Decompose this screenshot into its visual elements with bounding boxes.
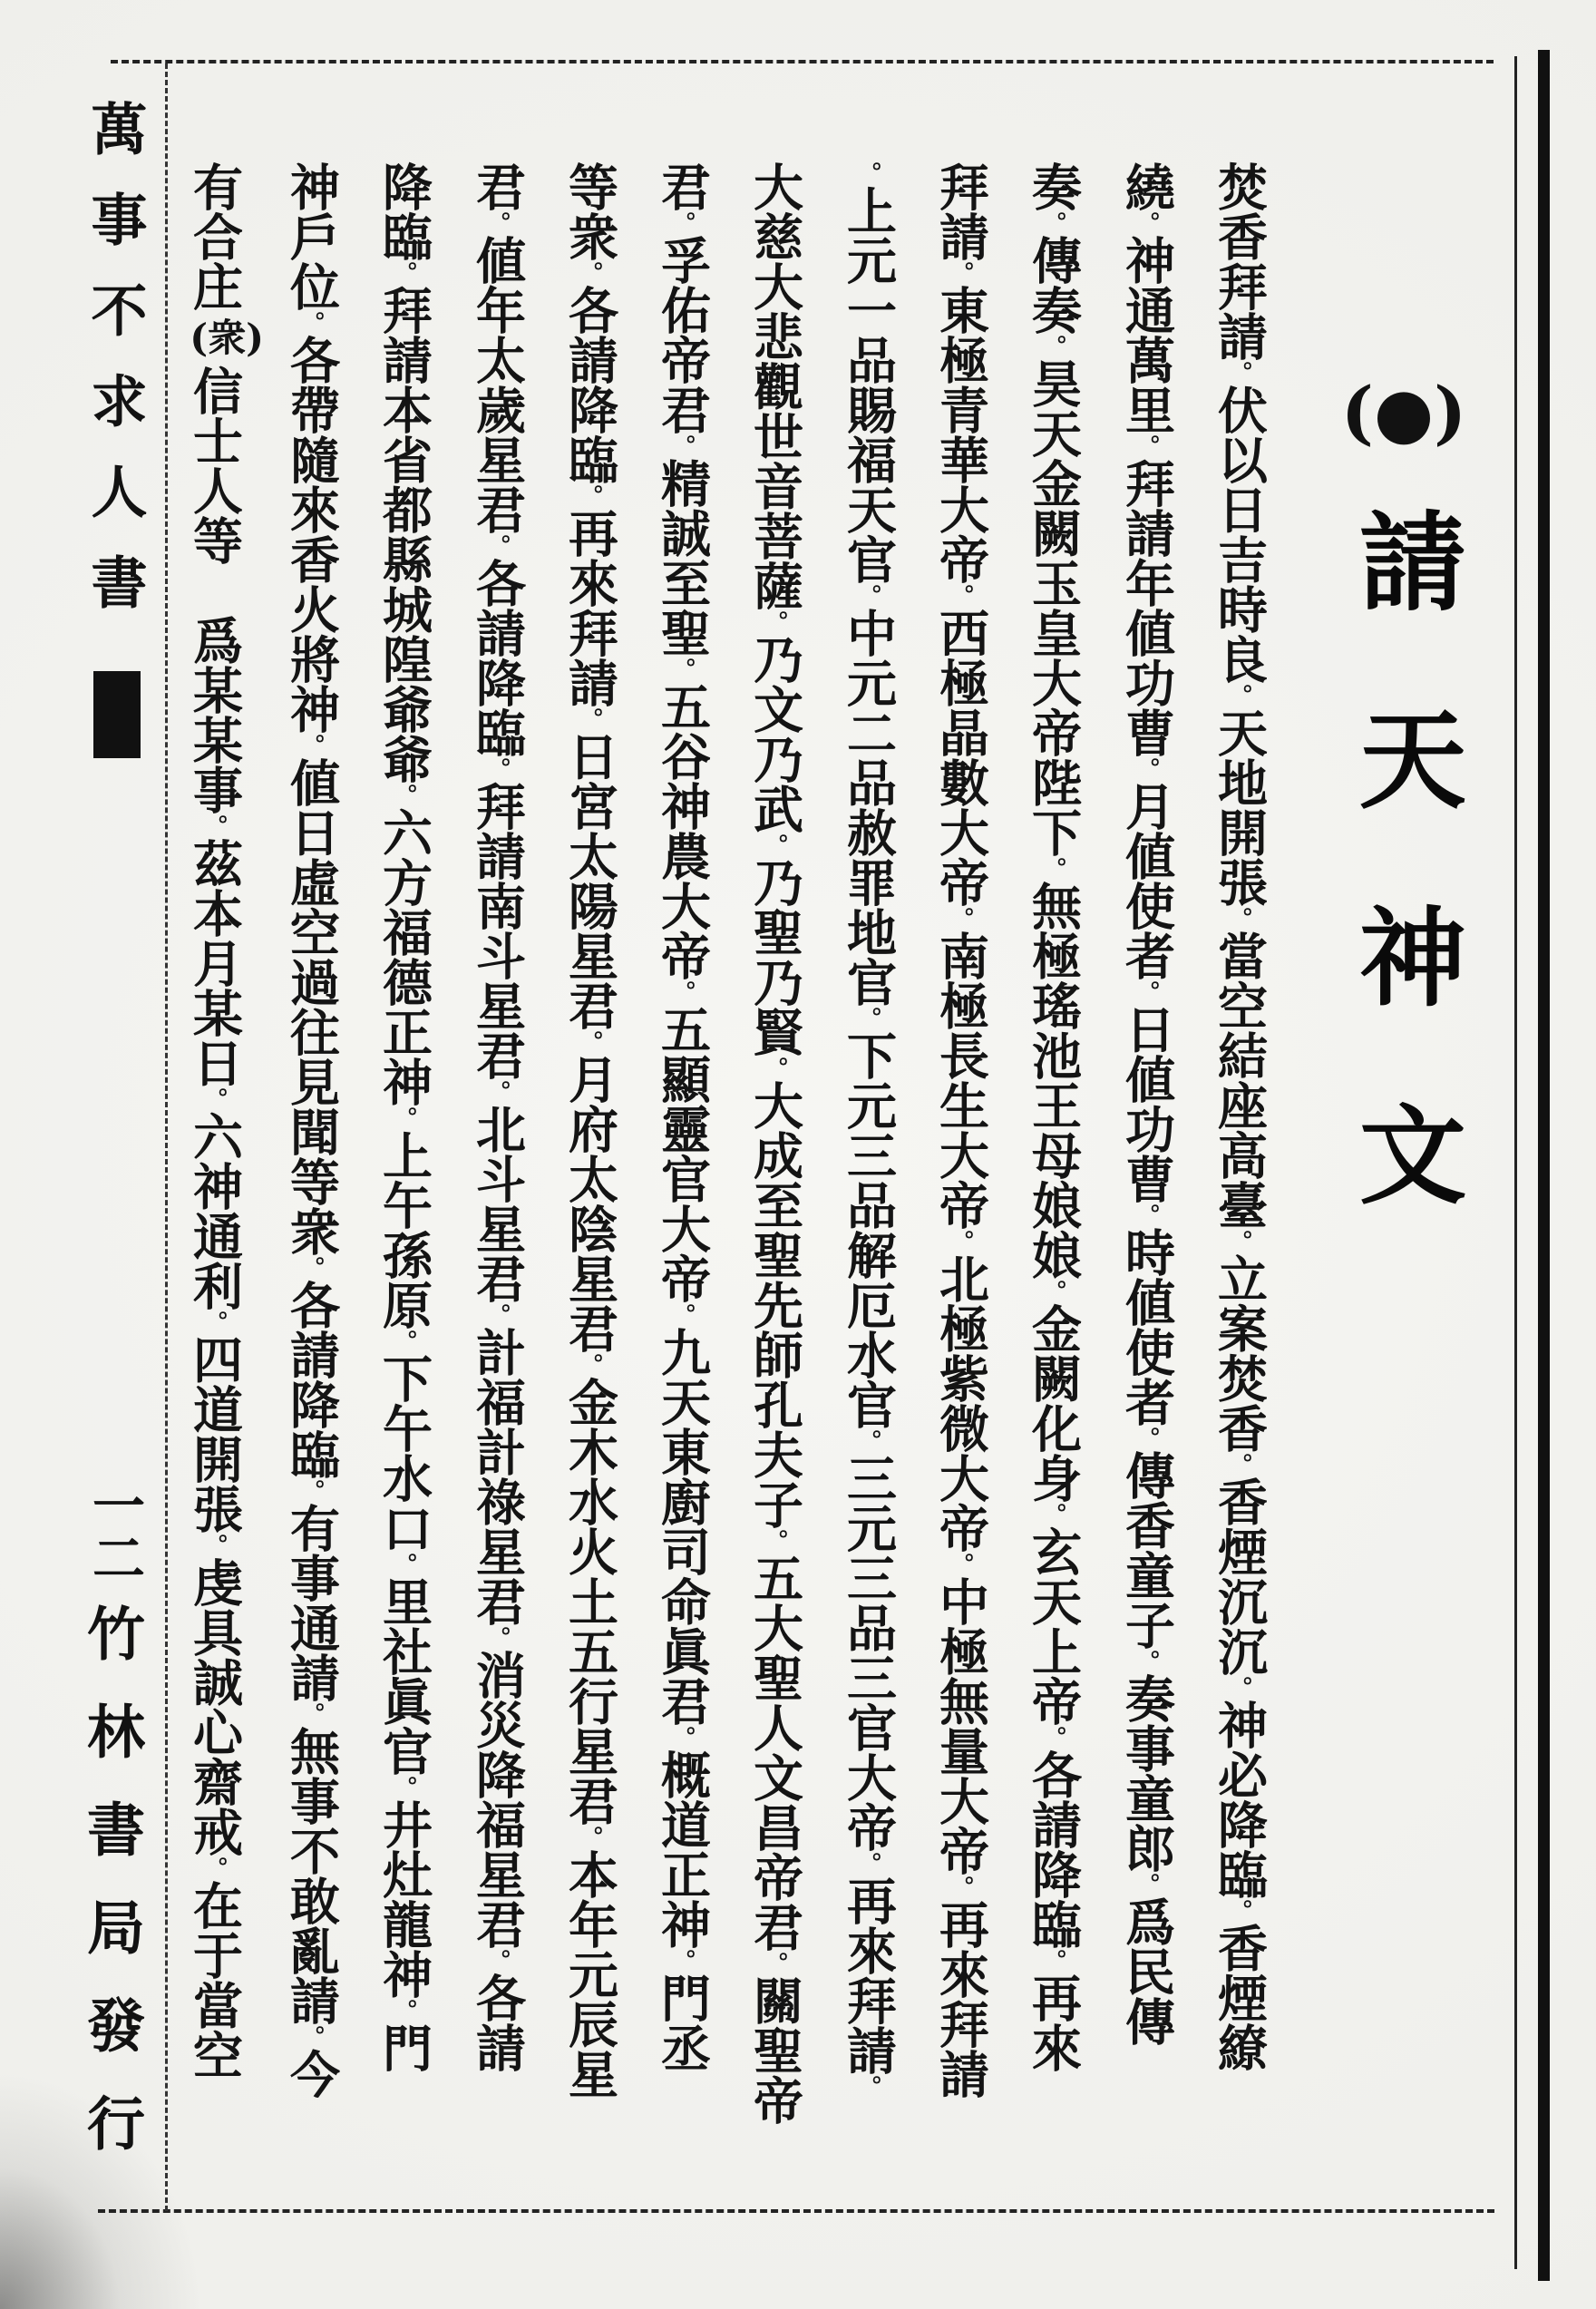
punctuation-mark: 。 — [1225, 907, 1252, 930]
punctuation-mark: 。 — [200, 1310, 229, 1334]
punctuation-mark: 。 — [1039, 857, 1066, 881]
punctuation-mark: 。 — [1133, 980, 1160, 1004]
title-bullet-marker: (●) — [1340, 372, 1467, 453]
text-column-4: 拜請。東極青華大帝。西極晶數大帝。南極長生大帝。北極紫微大帝。中極無量大帝。再來拜請 — [931, 161, 990, 2099]
text-column-6: 大慈大悲觀世音菩薩。乃文乃武。乃聖乃賢。大成至聖先師孔夫子。五大聖人文昌帝君。關聖帝 — [745, 161, 804, 2125]
punctuation-mark: 。 — [483, 1626, 511, 1650]
punctuation-mark: 。 — [200, 1856, 229, 1880]
text-column-8: 等衆。各請降臨。再來拜請。日宮太陽星君。月府太陰星君。金木水火土五行星君。本年元辰星 — [560, 161, 619, 2099]
punctuation-mark: 。 — [297, 1479, 325, 1503]
punctuation-mark: 。 — [1225, 1676, 1252, 1700]
punctuation-mark: 。 — [854, 1007, 881, 1030]
punctuation-mark: 。 — [297, 2025, 325, 2049]
punctuation-mark: 。 — [668, 980, 696, 1004]
punctuation-mark: 。 — [1039, 1949, 1066, 1973]
top-border-line — [111, 60, 1494, 63]
punctuation-mark: 。 — [1225, 361, 1252, 385]
punctuation-mark: 。 — [1225, 1453, 1252, 1476]
punctuation-mark: 。 — [200, 1534, 229, 1557]
punctuation-mark: 。 — [854, 2075, 881, 2099]
bracket-note: (衆) — [190, 316, 264, 360]
punctuation-mark: 。 — [297, 1256, 325, 1280]
punctuation-mark: 。 — [483, 1949, 511, 1973]
right-border-thin-line — [1514, 56, 1517, 2269]
punctuation-mark: 。 — [576, 1353, 603, 1377]
text-column-5: 。上元一品賜福天官。中元二品赦罪地官。下元三品解厄水官。三元三品三官大帝。再來拜請。 — [839, 161, 898, 2099]
punctuation-mark: 。 — [576, 484, 603, 508]
punctuation-mark: 。 — [761, 833, 788, 857]
punctuation-mark: 。 — [200, 814, 229, 838]
punctuation-mark: 。 — [390, 784, 417, 807]
punctuation-mark: 。 — [1133, 1427, 1160, 1450]
text-column-1: 焚香拜請。伏以日吉時良。天地開張。當空結座高臺。立案焚香。香煙沉沉。神必降臨。香煙繚 — [1210, 161, 1269, 2072]
punctuation-mark: 。 — [761, 610, 788, 634]
bottom-border-line — [98, 2209, 1494, 2213]
text-column-2: 繞。神通萬里。拜請年値功曹。月値使者。日値功曹。時値使者。傳香童子。奏事童郎。爲民傳 — [1117, 161, 1176, 2046]
punctuation-mark: 。 — [761, 1529, 788, 1553]
punctuation-mark: 。 — [854, 584, 881, 608]
punctuation-mark: 。 — [761, 1057, 788, 1080]
punctuation-mark: 。 — [668, 211, 696, 235]
text-column-9: 君。値年太歲星君。各請降臨。拜請南斗星君。北斗星君。計福計祿星君。消災降福星君。各請 — [468, 161, 527, 2072]
punctuation-mark: 。 — [1133, 211, 1160, 235]
punctuation-mark: 。 — [1039, 335, 1066, 358]
punctuation-mark: 。 — [854, 1852, 881, 1875]
punctuation-mark: 。 — [947, 1553, 974, 1576]
punctuation-mark: 。 — [947, 1230, 974, 1253]
punctuation-mark: 。 — [390, 1999, 417, 2022]
text-column-7: 君。孚佑帝君。精誠至聖。五谷神農大帝。五顯靈官大帝。九天東廚司命眞君。概道正神。門丞 — [653, 161, 712, 2072]
punctuation-mark: 。 — [668, 1726, 696, 1749]
punctuation-mark: 。 — [1039, 211, 1066, 235]
page-title: 請天神文 — [1341, 506, 1467, 1297]
text-column-10: 降臨。拜請本省都縣城隍爺爺。六方福德正神。上午孫原。下午水口。里社眞官。井灶龍神。門 — [375, 161, 433, 2072]
punctuation-mark: 。 — [1225, 1230, 1252, 1253]
punctuation-mark: 。 — [947, 1875, 974, 1899]
punctuation-mark: 。 — [576, 1826, 603, 1849]
punctuation-mark: 。 — [390, 1553, 417, 1576]
punctuation-mark: 。 — [297, 311, 325, 335]
left-border-line — [165, 63, 168, 2211]
punctuation-mark: 。 — [390, 1776, 417, 1799]
punctuation-mark: 。 — [297, 734, 325, 757]
punctuation-mark: 。 — [1133, 757, 1160, 781]
punctuation-mark: 。 — [854, 161, 881, 185]
punctuation-mark: 。 — [1133, 434, 1160, 458]
punctuation-mark: 。 — [390, 1330, 417, 1353]
text-column-3: 奏。傳奏。昊天金闕玉皇大帝陛下。無極瑤池王母娘娘。金闕化身。玄天上帝。各請降臨。再來 — [1024, 161, 1083, 2072]
punctuation-mark: 。 — [483, 757, 511, 781]
margin-publisher: 竹林書局發行 — [77, 1603, 145, 2191]
punctuation-mark: 。 — [668, 1949, 696, 1973]
punctuation-mark: 。 — [576, 261, 603, 285]
punctuation-mark: 。 — [1039, 1280, 1066, 1303]
text-column-12: 有合庄(衆)信士人等 爲某某事。茲本月某日。六神通利。四道開張。虔具誠心齋戒。在于當空 — [185, 161, 264, 2080]
punctuation-mark: 。 — [1133, 1203, 1160, 1227]
margin-page-number: 一二 — [83, 1478, 145, 1583]
text-column-11: 神戶位。各帶隨來香火將神。値日虛空過往見聞等衆。各請降臨。有事通請。無事不敢亂請。今 — [282, 161, 341, 2099]
punctuation-mark: 。 — [947, 907, 974, 930]
punctuation-mark: 。 — [483, 534, 511, 558]
punctuation-mark: 。 — [668, 1303, 696, 1327]
punctuation-mark: 。 — [668, 434, 696, 458]
punctuation-mark: 。 — [390, 1106, 417, 1130]
punctuation-mark: 。 — [576, 1030, 603, 1054]
punctuation-mark: 。 — [483, 1303, 511, 1327]
punctuation-mark: 。 — [1039, 1503, 1066, 1526]
punctuation-mark: 。 — [1225, 684, 1252, 707]
punctuation-mark: 。 — [1133, 1873, 1160, 1896]
punctuation-mark: 。 — [854, 1429, 881, 1453]
margin-book-title: 萬事不求人書 — [82, 100, 148, 644]
punctuation-mark: 。 — [947, 261, 974, 285]
punctuation-mark: 。 — [668, 658, 696, 681]
margin-black-block — [93, 671, 141, 758]
punctuation-mark: 。 — [200, 1087, 229, 1111]
punctuation-mark: 。 — [761, 1952, 788, 1975]
punctuation-mark: 。 — [947, 584, 974, 608]
punctuation-mark: 。 — [1133, 1650, 1160, 1673]
punctuation-mark: 。 — [483, 211, 511, 235]
right-border-thick-line — [1538, 50, 1550, 2281]
punctuation-mark: 。 — [297, 1702, 325, 1726]
punctuation-mark: 。 — [483, 1080, 511, 1104]
punctuation-mark: 。 — [576, 707, 603, 731]
punctuation-mark: 。 — [1039, 1726, 1066, 1749]
punctuation-mark: 。 — [1225, 1899, 1252, 1923]
punctuation-mark: 。 — [390, 261, 417, 285]
